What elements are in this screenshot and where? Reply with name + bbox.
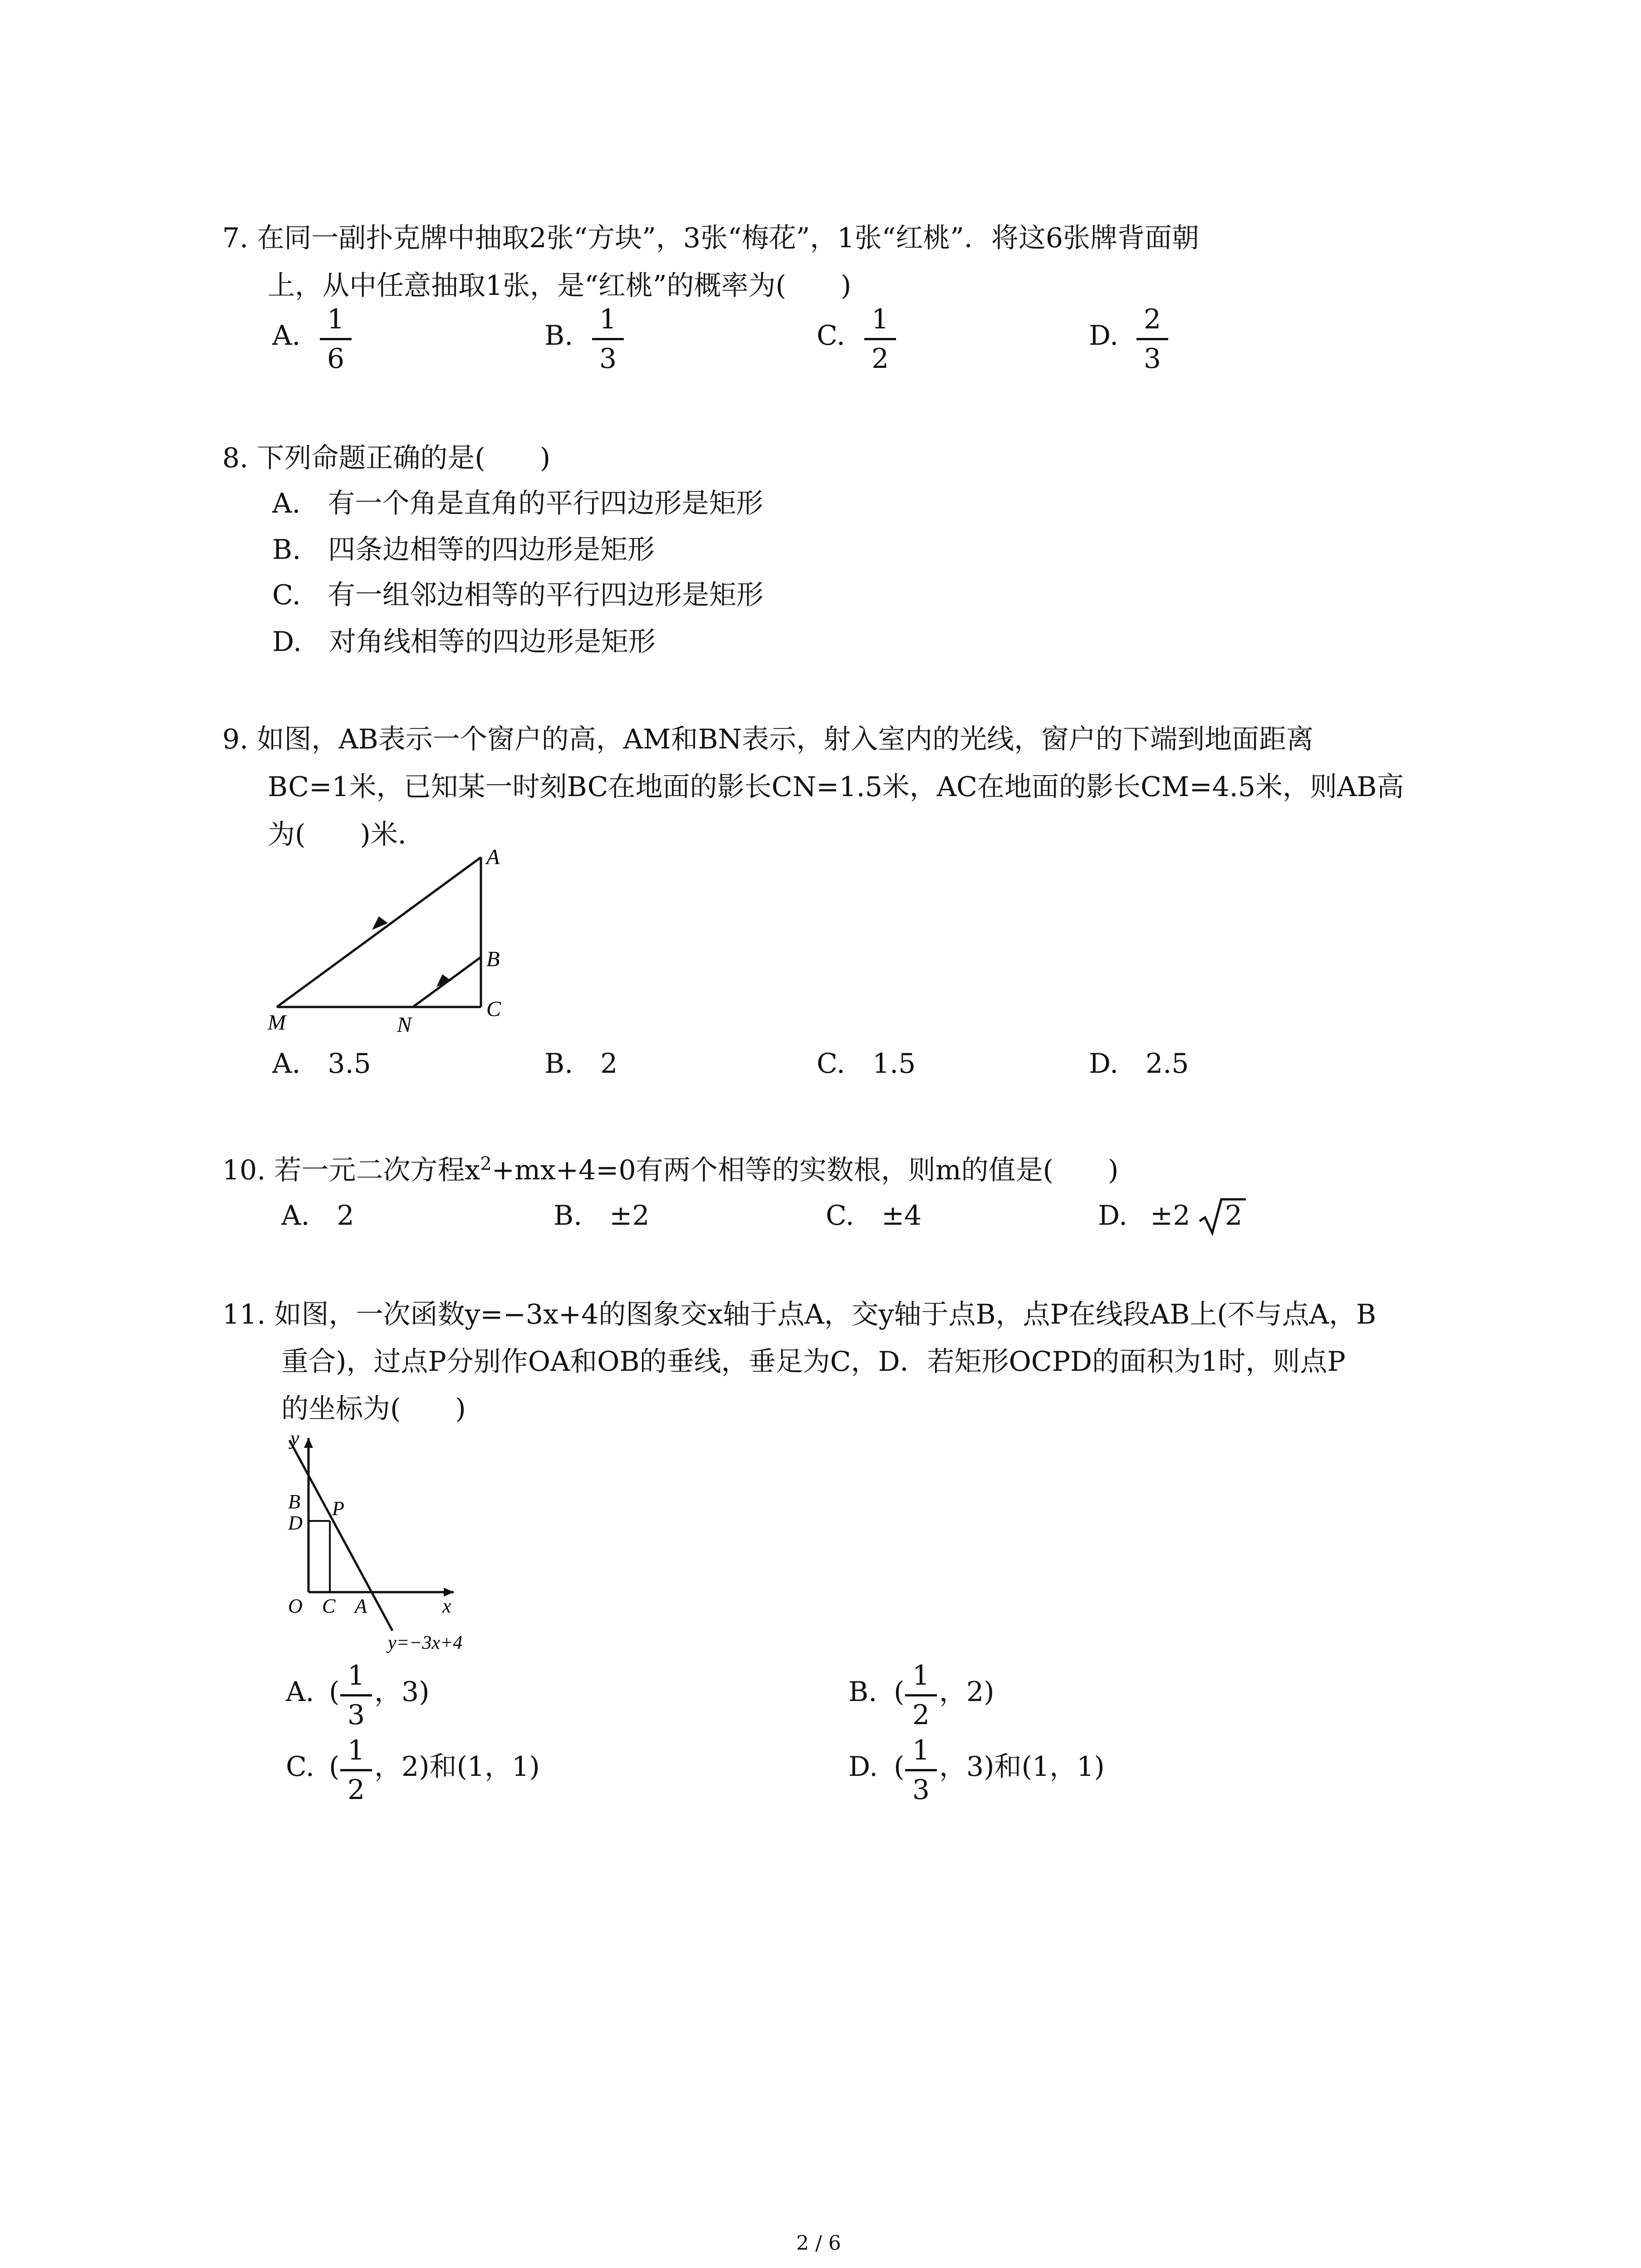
- q7-option-c-denominator: 2: [871, 343, 889, 375]
- fraction-bar: [905, 1769, 937, 1771]
- q11-stem-line3: 的坐标为( ): [281, 1393, 466, 1425]
- q7-option-a-fraction: [320, 302, 352, 376]
- q11-option-a-numerator: 1: [347, 1660, 365, 1691]
- q7-option-c-numerator: 1: [871, 303, 889, 335]
- fraction-bar: [340, 1694, 372, 1696]
- q11-option-a-fraction: [340, 1658, 372, 1733]
- q7-option-c-letter: C.: [817, 320, 845, 352]
- page-number: 2 / 6: [796, 2232, 841, 2255]
- q11-option-a-denominator: 3: [347, 1699, 365, 1731]
- q11-option-c-numerator: 1: [347, 1735, 365, 1766]
- q9-option-c: C. 1.5: [817, 1048, 916, 1080]
- q11-option-d-fraction: [905, 1733, 937, 1808]
- q10-option-d-coefficient: ±2: [1150, 1200, 1190, 1232]
- q7-option-a-denominator: 6: [327, 343, 345, 375]
- fraction-bar: [320, 338, 352, 340]
- q11-option-a-open: (: [329, 1676, 340, 1708]
- q8-option-c: C. 有一组邻边相等的平行四边形是矩形: [272, 579, 764, 611]
- q10-option-a: A. 2: [281, 1200, 354, 1232]
- q10-option-d-radicand: 2: [1225, 1200, 1243, 1232]
- label-o: O: [288, 1595, 303, 1617]
- q11-option-c-fraction: [340, 1733, 372, 1808]
- q11-option-d-letter: D.: [848, 1751, 878, 1783]
- label-a: A: [486, 848, 500, 869]
- q11-option-c-rest: ，2)和(1，1): [374, 1751, 540, 1783]
- q10-stem-exponent: 2: [480, 1154, 492, 1174]
- linear-function-figure: [272, 1424, 526, 1665]
- q10-option-c: C. ±4: [826, 1200, 922, 1232]
- q11-option-b-rest: ，2): [939, 1676, 994, 1708]
- function-line: [289, 1440, 392, 1631]
- fraction-bar: [864, 338, 896, 340]
- fraction-bar: [1136, 338, 1168, 340]
- q9-stem-line2: BC=1米，已知某一时刻BC在地面的影长CN=1.5米，AC在地面的影长CM=4.5米，则AB高: [268, 771, 1404, 803]
- label-c: C: [322, 1595, 336, 1617]
- q7-stem-line1: 7. 在同一副扑克牌中抽取2张“方块”，3张“梅花”，1张“红桃”．将这6张牌背面朝: [222, 222, 1200, 254]
- q7-option-d-letter: D.: [1089, 320, 1119, 352]
- q9-stem-line1: 9. 如图，AB表示一个窗户的高，AM和BN表示，射入室内的光线，窗户的下端到地面距离: [222, 723, 1314, 755]
- label-x: x: [442, 1595, 451, 1617]
- q9-option-a: A. 3.5: [272, 1048, 371, 1080]
- label-b: B: [288, 1491, 300, 1513]
- q11-option-c-denominator: 2: [347, 1774, 365, 1806]
- q11-option-b-numerator: 1: [912, 1660, 930, 1691]
- q10-option-b: B. ±2: [554, 1200, 650, 1232]
- q7-option-d-denominator: 3: [1143, 343, 1161, 375]
- q11-stem-line2: 重合)，过点P分别作OA和OB的垂线，垂足为C，D．若矩形OCPD的面积为1时，则点P: [281, 1346, 1346, 1378]
- q11-option-b-open: (: [894, 1676, 905, 1708]
- label-b: B: [486, 947, 500, 971]
- q9-option-b: B. 2: [544, 1048, 618, 1080]
- label-c: C: [486, 997, 501, 1021]
- q9-option-d: D. 2.5: [1089, 1048, 1189, 1080]
- label-d: D: [288, 1512, 303, 1534]
- q11-stem-line1: 11. 如图，一次函数y=−3x+4的图象交x轴于点A，交y轴于点B，点P在线段AB上(不与点A，B: [222, 1299, 1376, 1330]
- label-y: y: [290, 1427, 299, 1449]
- q7-option-a-letter: A.: [272, 320, 301, 352]
- q11-option-c-letter: C.: [286, 1751, 314, 1783]
- light-ray-am: [277, 857, 481, 1007]
- q7-option-b-denominator: 3: [599, 343, 617, 375]
- label-p: P: [332, 1497, 344, 1520]
- q10-option-d-letter: D.: [1098, 1200, 1128, 1232]
- q8-stem: 8. 下列命题正确的是( ): [222, 442, 551, 474]
- q10-stem-pre: 10. 若一元二次方程x: [222, 1154, 480, 1186]
- q7-option-b-letter: B.: [544, 320, 573, 352]
- label-a: A: [355, 1595, 367, 1617]
- q11-option-b-denominator: 2: [912, 1699, 930, 1731]
- q10-stem: [222, 1148, 1118, 1193]
- q7-option-b-fraction: [592, 302, 624, 376]
- fraction-bar: [905, 1694, 937, 1696]
- q7-option-d-fraction: [1136, 302, 1168, 376]
- window-light-figure: [259, 848, 513, 1039]
- q7-stem-line2: 上，从中任意抽取1张，是“红桃”的概率为( ): [268, 270, 852, 302]
- q11-option-d-numerator: 1: [912, 1735, 930, 1766]
- y-axis-arrow-icon: [304, 1438, 313, 1448]
- label-n: N: [397, 1013, 412, 1037]
- q7-option-a-numerator: 1: [327, 303, 345, 335]
- q8-option-a: A. 有一个角是直角的平行四边形是矩形: [272, 488, 764, 519]
- q8-option-b: B. 四条边相等的四边形是矩形: [272, 534, 655, 566]
- q11-option-a-letter: A.: [286, 1676, 314, 1708]
- q11-option-a-rest: ，3): [374, 1676, 430, 1708]
- q11-option-c-open: (: [329, 1751, 340, 1783]
- q11-option-d-open: (: [894, 1751, 905, 1783]
- q10-stem-post: +mx+4=0有两个相等的实数根，则m的值是( ): [491, 1154, 1119, 1186]
- label-m: M: [268, 1011, 286, 1035]
- q11-option-d-rest: ，3)和(1，1): [939, 1751, 1105, 1783]
- fraction-bar: [340, 1769, 372, 1771]
- function-equation-label: y=−3x+4: [388, 1633, 463, 1653]
- q7-option-d-numerator: 2: [1143, 303, 1161, 335]
- q7-option-b-numerator: 1: [599, 303, 617, 335]
- q11-option-b-fraction: [905, 1658, 937, 1733]
- q11-option-b-letter: B.: [848, 1676, 877, 1708]
- fraction-bar: [592, 338, 624, 340]
- q11-option-d-denominator: 3: [912, 1774, 930, 1806]
- q7-option-c-fraction: [864, 302, 896, 376]
- q9-stem-line3: 为( )米．: [268, 819, 425, 850]
- q8-option-d: D. 对角线相等的四边形是矩形: [272, 626, 656, 658]
